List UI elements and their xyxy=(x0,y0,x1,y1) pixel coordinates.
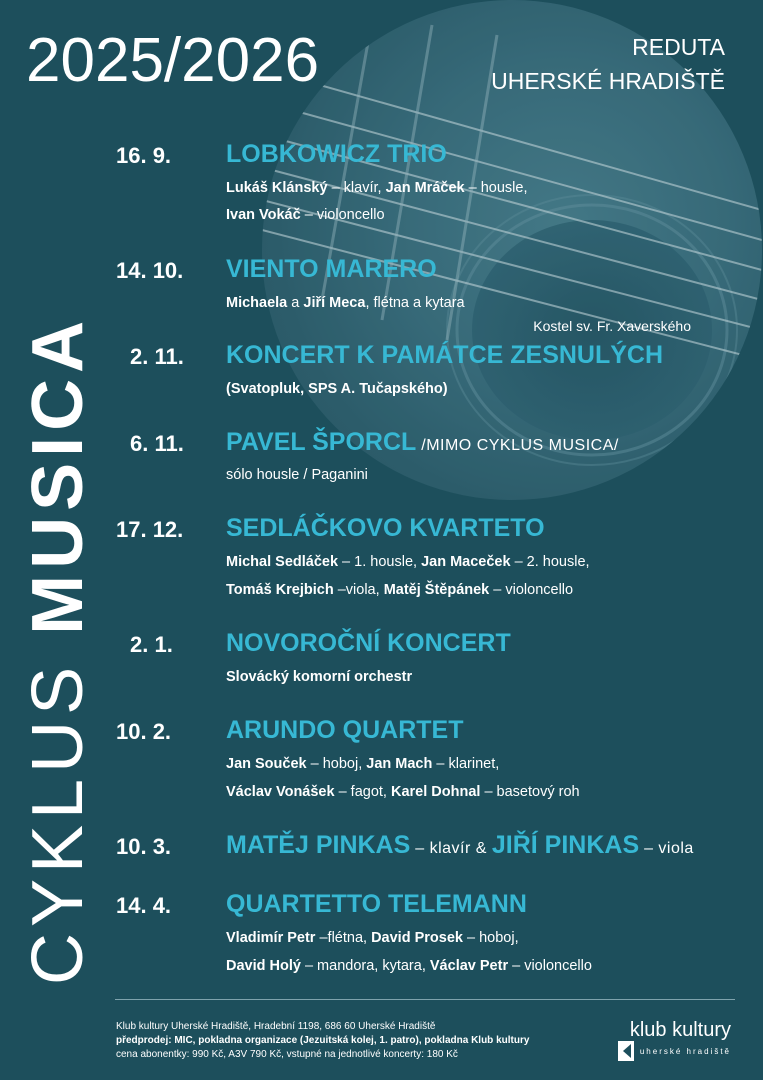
season-year: 2025/2026 xyxy=(26,26,320,95)
venue xyxy=(491,30,725,98)
logo-name: klub kultury xyxy=(629,1019,731,1041)
performer-role: – klavír, xyxy=(327,180,386,196)
event-performers-line xyxy=(226,207,385,223)
event-title: ARUNDO QUARTET xyxy=(226,716,464,744)
event-performers-line xyxy=(226,180,527,196)
performer-role: – violoncello xyxy=(489,582,574,598)
performer-name: Jan Mráček xyxy=(385,180,465,196)
event-performers-line xyxy=(226,467,368,483)
performer-role: – klarinet, xyxy=(432,756,500,772)
performer-name: Jan Souček xyxy=(226,756,307,772)
event-performers-line xyxy=(226,958,592,974)
event-title: QUARTETTO TELEMANN xyxy=(226,890,527,918)
performer-name: Jan Maceček xyxy=(421,554,511,570)
event-date: 14. 10. xyxy=(116,258,184,283)
footer-prices: cena abonentky: 990 Kč, A3V 790 Kč, vstupné na jednotlivé koncerty: 180 Kč xyxy=(116,1049,458,1060)
series-title-cyklus: CYKLUS xyxy=(18,660,98,985)
event-date: 6. 11. xyxy=(130,431,184,456)
footer-divider xyxy=(115,999,735,1000)
logo-mark-icon xyxy=(618,1041,634,1061)
performer-name: Matěj Štěpánek xyxy=(383,582,490,598)
event-date: 16. 9. xyxy=(116,143,172,168)
event-title xyxy=(226,831,694,860)
performer-role: –viola, xyxy=(333,582,384,598)
event-title-role-1: – klavír & xyxy=(410,840,492,857)
performer-name: Slovácký komorní orchestr xyxy=(226,669,413,685)
performer-role: – hoboj, xyxy=(462,930,519,946)
performer-role: – housle, xyxy=(464,180,528,196)
event-date: 14. 4. xyxy=(116,893,172,918)
event-title: LOBKOWICZ TRIO xyxy=(226,140,447,168)
performer-role: – 1. housle, xyxy=(338,554,422,570)
event-title-performer-1: MATĚJ PINKAS xyxy=(226,831,411,859)
footer-address: Klub kultury Uherské Hradiště, Hradební 1198, 686 60 Uherské Hradiště xyxy=(116,1021,436,1032)
event-performers-line xyxy=(226,295,465,311)
footer-info xyxy=(116,1020,529,1062)
performer-role: –flétna, xyxy=(315,930,372,946)
event-title: KONCERT K PAMÁTCE ZESNULÝCH xyxy=(226,341,664,369)
performer-name: Jiří Meca xyxy=(303,295,366,311)
performer-role: a xyxy=(287,295,304,311)
performer-name: Michaela xyxy=(226,295,288,311)
klub-kultury-logo xyxy=(618,1019,731,1061)
event-performers-line xyxy=(226,784,580,800)
event-title: VIENTO MARERO xyxy=(226,255,437,283)
event-title: SEDLÁČKOVO KVARTETO xyxy=(226,514,545,542)
event-title-performer-2: JIŘÍ PINKAS xyxy=(491,831,640,859)
performer-role: – fagot, xyxy=(334,784,391,800)
event-title-main: PAVEL ŠPORCL xyxy=(226,428,417,456)
performer-name: Karel Dohnal xyxy=(391,784,481,800)
performer-name: Václav Petr xyxy=(429,958,509,974)
event-title xyxy=(226,428,619,457)
series-title-musica: MUSICA xyxy=(18,314,98,635)
venue-line-1: REDUTA xyxy=(632,34,725,60)
event-date: 2. 1. xyxy=(130,632,173,657)
performer-role: – 2. housle, xyxy=(510,554,590,570)
performer-name: David Prosek xyxy=(371,930,463,946)
event-date: 10. 3. xyxy=(116,834,172,859)
performer-name: Vladimír Petr xyxy=(226,930,316,946)
performer-name: Václav Vonášek xyxy=(226,784,335,800)
program-note: sólo housle / Paganini xyxy=(226,467,368,483)
event-performers-line xyxy=(226,582,573,598)
performer-name: Lukáš Klánský xyxy=(226,180,328,196)
performer-role: – violoncello xyxy=(508,958,592,974)
performer-name: Ivan Vokáč xyxy=(226,207,301,223)
performer-role: , flétna a kytara xyxy=(365,295,465,311)
event-performers-line xyxy=(226,554,590,570)
event-performers-line xyxy=(226,381,448,397)
event-date: 10. 2. xyxy=(116,719,172,744)
event-performers-line xyxy=(226,756,499,772)
event-date: 2. 11. xyxy=(130,344,184,369)
performer-role: – violoncello xyxy=(300,207,385,223)
venue-line-2: UHERSKÉ HRADIŠTĚ xyxy=(491,68,725,94)
performer-role: – basetový roh xyxy=(480,784,580,800)
event-performers-line xyxy=(226,669,412,685)
performer-role: – hoboj, xyxy=(306,756,367,772)
performer-name: David Holý xyxy=(226,958,301,974)
logo-subtitle: uherské hradiště xyxy=(639,1046,731,1056)
event-title: NOVOROČNÍ KONCERT xyxy=(226,629,511,657)
performer-name: Michal Sedláček xyxy=(226,554,339,570)
performer-name: Tomáš Krejbich xyxy=(226,582,334,598)
event-performers-line xyxy=(226,930,519,946)
performer-role: – mandora, kytara, xyxy=(300,958,430,974)
event-location: Kostel sv. Fr. Xaverského xyxy=(533,318,691,334)
performer-name: Jan Mach xyxy=(366,756,433,772)
series-title-vertical xyxy=(18,115,98,985)
event-title-suffix: /MIMO CYKLUS MUSICA/ xyxy=(416,437,619,454)
event-title-role-2: – viola xyxy=(639,840,694,857)
performer-name: (Svatopluk, SPS A. Tučapského) xyxy=(226,381,448,397)
event-date: 17. 12. xyxy=(116,517,184,542)
footer-presale: předprodej: MIC, pokladna organizace (Jezuitská kolej, 1. patro), pokladna Klub kultury xyxy=(116,1035,530,1046)
